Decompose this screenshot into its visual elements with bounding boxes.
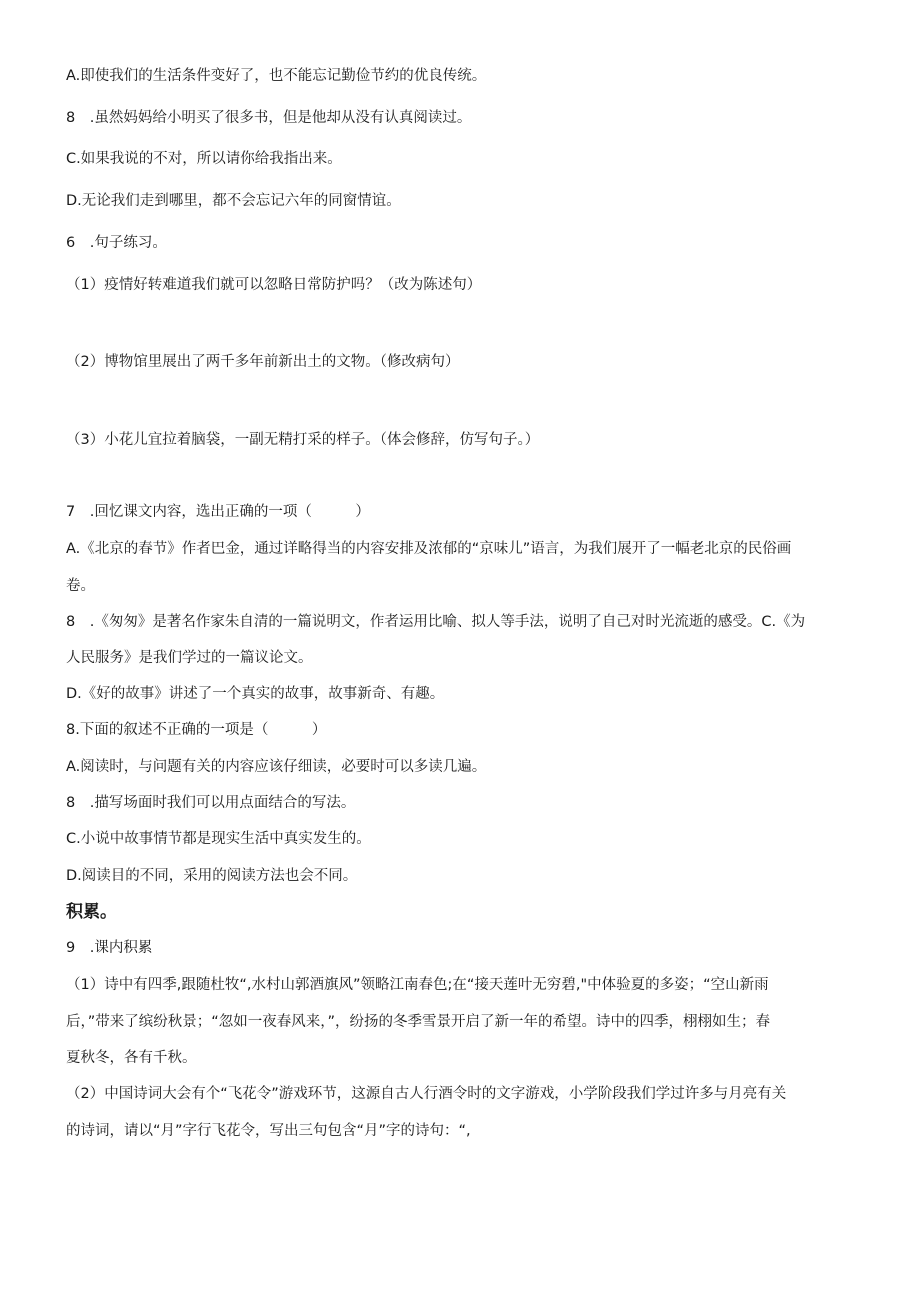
question-9-title: 9 .课内积累 [66, 940, 153, 956]
question-8-option-c: C.小说中故事情节都是现实生活中真实发生的。 [66, 831, 371, 847]
question-6-part-3: （3）小花儿宜拉着脑袋，一副无精打采的样子。（体会修辞，仿写句子。） [66, 432, 540, 448]
question-9-part-1-cont: 后，”带来了缤纷秋景；“忽如一夜春风来，”，纷扬的冬季雪景开启了新一年的希望。诗中的四季，栩栩如生；春 [66, 1014, 771, 1030]
question-7-title: 7 .回忆课文内容，选出正确的一项（ ） [66, 504, 370, 520]
option-a-line: A.即使我们的生活条件变好了，也不能忘记勤俭节约的优良传统。 [66, 68, 487, 84]
question-7-option-a: A.《北京的春节》作者巴金，通过详略得当的内容安排及浓郁的“京味儿”语言，为我们展开了一幅老北京的民俗画 [66, 541, 792, 557]
question-8-option-a: A.阅读时，与问题有关的内容应该仔细读，必要时可以多读几遍。 [66, 759, 487, 775]
question-8-title: 8.下面的叙述不正确的一项是（ ） [66, 722, 327, 738]
question-7-option-b: 8 .《匆匆》是著名作家朱自清的一篇说明文，作者运用比喻、拟人等手法，说明了自己对时光流逝的感受。C.《为 [66, 614, 806, 630]
option-b-line: 8 .虽然妈妈给小明买了很多书，但是他却从没有认真阅读过。 [66, 110, 472, 126]
question-8-option-d: D.阅读目的不同，采用的阅读方法也会不同。 [66, 868, 358, 884]
question-6-part-2: （2）博物馆里展出了两千多年前新出土的文物。（修改病句） [66, 354, 460, 370]
question-7-option-d: D.《好的故事》讲述了一个真实的故事，故事新奇、有趣。 [66, 686, 445, 702]
question-6-part-1: （1）疫情好转难道我们就可以忽略日常防护吗？（改为陈述句） [66, 277, 482, 293]
question-6-title: 6 .句子练习。 [66, 235, 167, 251]
option-c-line: C.如果我说的不对，所以请你给我指出来。 [66, 151, 342, 167]
section-heading: 积累。 [66, 902, 117, 922]
question-9-part-2: （2）中国诗词大会有个“飞花令”游戏环节，这源自古人行酒令时的文字游戏，小学阶段我们学过许多与月亮有关 [66, 1086, 787, 1102]
option-d-line: D.无论我们走到哪里，都不会忘记六年的同窗情谊。 [66, 193, 401, 209]
question-7-option-c-cont: 人民服务》是我们学过的一篇议论文。 [66, 650, 313, 666]
question-9-part-2-cont: 的诗词，请以“月”字行飞花令，写出三句包含“月”字的诗句：“, [66, 1123, 471, 1139]
question-9-part-1-end: 夏秋冬，各有千秋。 [66, 1050, 197, 1066]
question-7-option-a-cont: 卷。 [66, 578, 95, 594]
question-8-option-b: 8 .描写场面时我们可以用点面结合的写法。 [66, 795, 356, 811]
question-9-part-1: （1）诗中有四季,跟随杜牧“,水村山郭酒旗风”领略江南春色;在“接天莲叶无穷碧,"中体验夏的多姿；“空山新雨 [66, 977, 769, 993]
